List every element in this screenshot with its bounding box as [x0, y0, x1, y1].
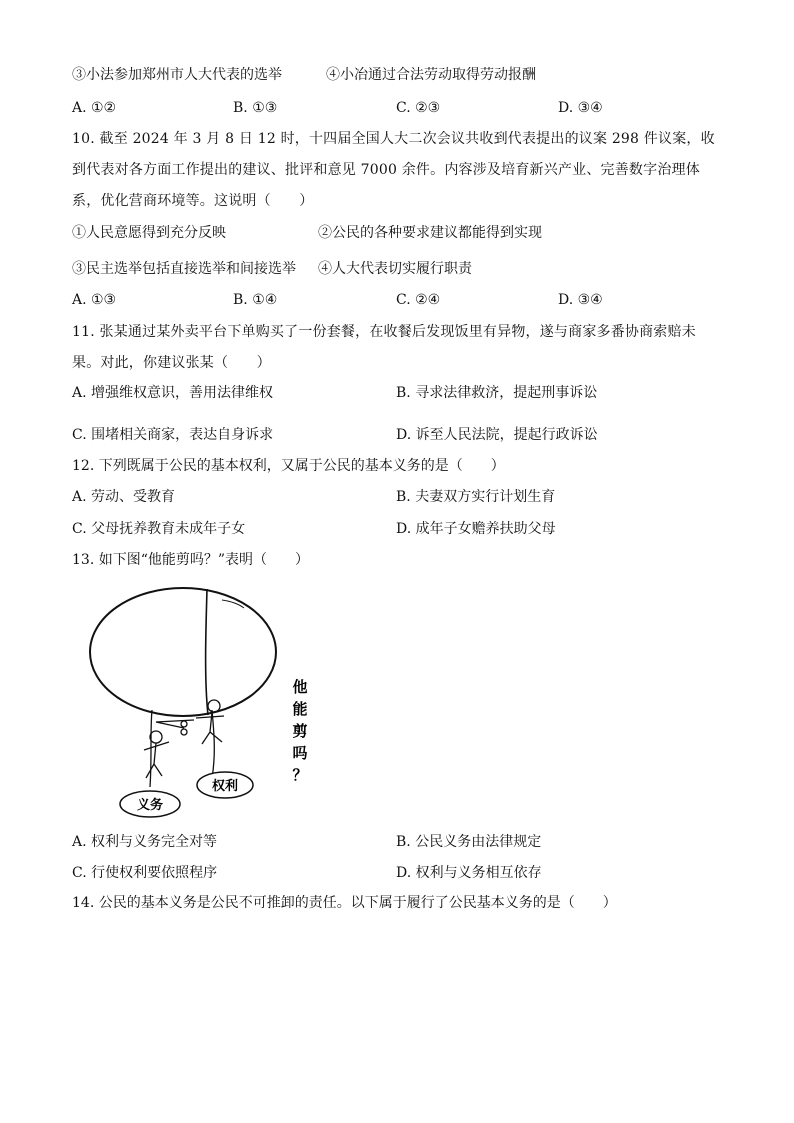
q9-item-3: ③小法参加郑州市人大代表的选举: [72, 67, 282, 83]
q10-option-d[interactable]: D. ③④: [558, 292, 603, 308]
q11-option-a[interactable]: A. 增强维权意识，善用法律维权: [72, 385, 274, 401]
q10-stem: 10. 截至 2024 年 3 月 8 日 12 时，十四届全国人大二次会议共收到代表提出的议案 298 件议案，收到代表对各方面工作提出的建议、批评和意见 7000 余件。内容涉及培育新兴产业、完善数字治理体系，优化营商环境等。这说明（ ）: [72, 131, 715, 209]
q13-option-d[interactable]: D. 权利与义务相互依存: [396, 865, 542, 881]
q9-option-c[interactable]: C. ②③: [396, 100, 441, 116]
caption-char-4: 吗: [292, 744, 308, 762]
right-label: 权利: [211, 779, 239, 794]
q10-item-2: ②公民的各种要求建议都能得到实现: [318, 225, 542, 241]
obligation-label: 义务: [136, 798, 164, 813]
caption-char-3: 剪: [292, 722, 308, 740]
q12-option-d[interactable]: D. 成年子女赡养扶助父母: [396, 521, 556, 537]
q10-item-3: ③民主选举包括直接选举和间接选举: [72, 261, 296, 277]
q12-option-a[interactable]: A. 劳动、受教育: [72, 489, 176, 505]
caption-char-5: ？: [292, 766, 308, 784]
figure-left: [144, 731, 169, 778]
q10-option-c[interactable]: C. ②④: [396, 292, 441, 308]
q11-option-d[interactable]: D. 诉至人民法院，提起行政诉讼: [396, 427, 598, 443]
q10-item-4: ④人大代表切实履行职责: [318, 261, 472, 277]
balloon-shape: [90, 588, 276, 716]
q9-option-b[interactable]: B. ①③: [233, 100, 278, 116]
q11-option-b[interactable]: B. 寻求法律救济，提起刑事诉讼: [396, 385, 598, 401]
q10-option-a[interactable]: A. ①③: [72, 292, 117, 308]
q12-stem: 12. 下列既属于公民的基本权利，又属于公民的基本义务的是（ ）: [72, 458, 505, 474]
q10-item-1: ①人民意愿得到充分反映: [72, 225, 226, 241]
q12-option-b[interactable]: B. 夫妻双方实行计划生育: [396, 489, 556, 505]
q9-option-a[interactable]: A. ①②: [72, 100, 117, 116]
q13-option-c[interactable]: C. 行使权利要依照程序: [72, 865, 218, 881]
q12-option-c[interactable]: C. 父母抚养教育未成年子女: [72, 521, 246, 537]
scissors-icon: [156, 720, 194, 735]
q11-option-c[interactable]: C. 围堵相关商家，表达自身诉求: [72, 427, 274, 443]
q13-option-b[interactable]: B. 公民义务由法律规定: [396, 834, 542, 850]
figure-right: [196, 700, 224, 744]
q10-option-b[interactable]: B. ①④: [233, 292, 278, 308]
q11-stem: 11. 张某通过某外卖平台下单购买了一份套餐，在收餐后发现饭里有异物，遂与商家多番协商索赔未果。对此，你建议张某（ ）: [72, 324, 696, 371]
q14-stem: 14. 公民的基本义务是公民不可推卸的责任。以下属于履行了公民基本义务的是（ ）: [72, 895, 617, 911]
balloon-string-right: [212, 710, 214, 778]
q13-option-a[interactable]: A. 权利与义务完全对等: [72, 834, 218, 850]
q9-item-4: ④小冶通过合法劳动取得劳动报酬: [326, 67, 536, 83]
q13-cartoon-figure: [84, 582, 324, 822]
caption-char-2: 能: [292, 700, 308, 718]
q13-stem: 13. 如下图“他能剪吗？”表明（ ）: [72, 552, 310, 568]
caption-char-1: 他: [292, 678, 308, 696]
q9-option-d[interactable]: D. ③④: [558, 100, 603, 116]
balloon-seam: [206, 589, 208, 715]
